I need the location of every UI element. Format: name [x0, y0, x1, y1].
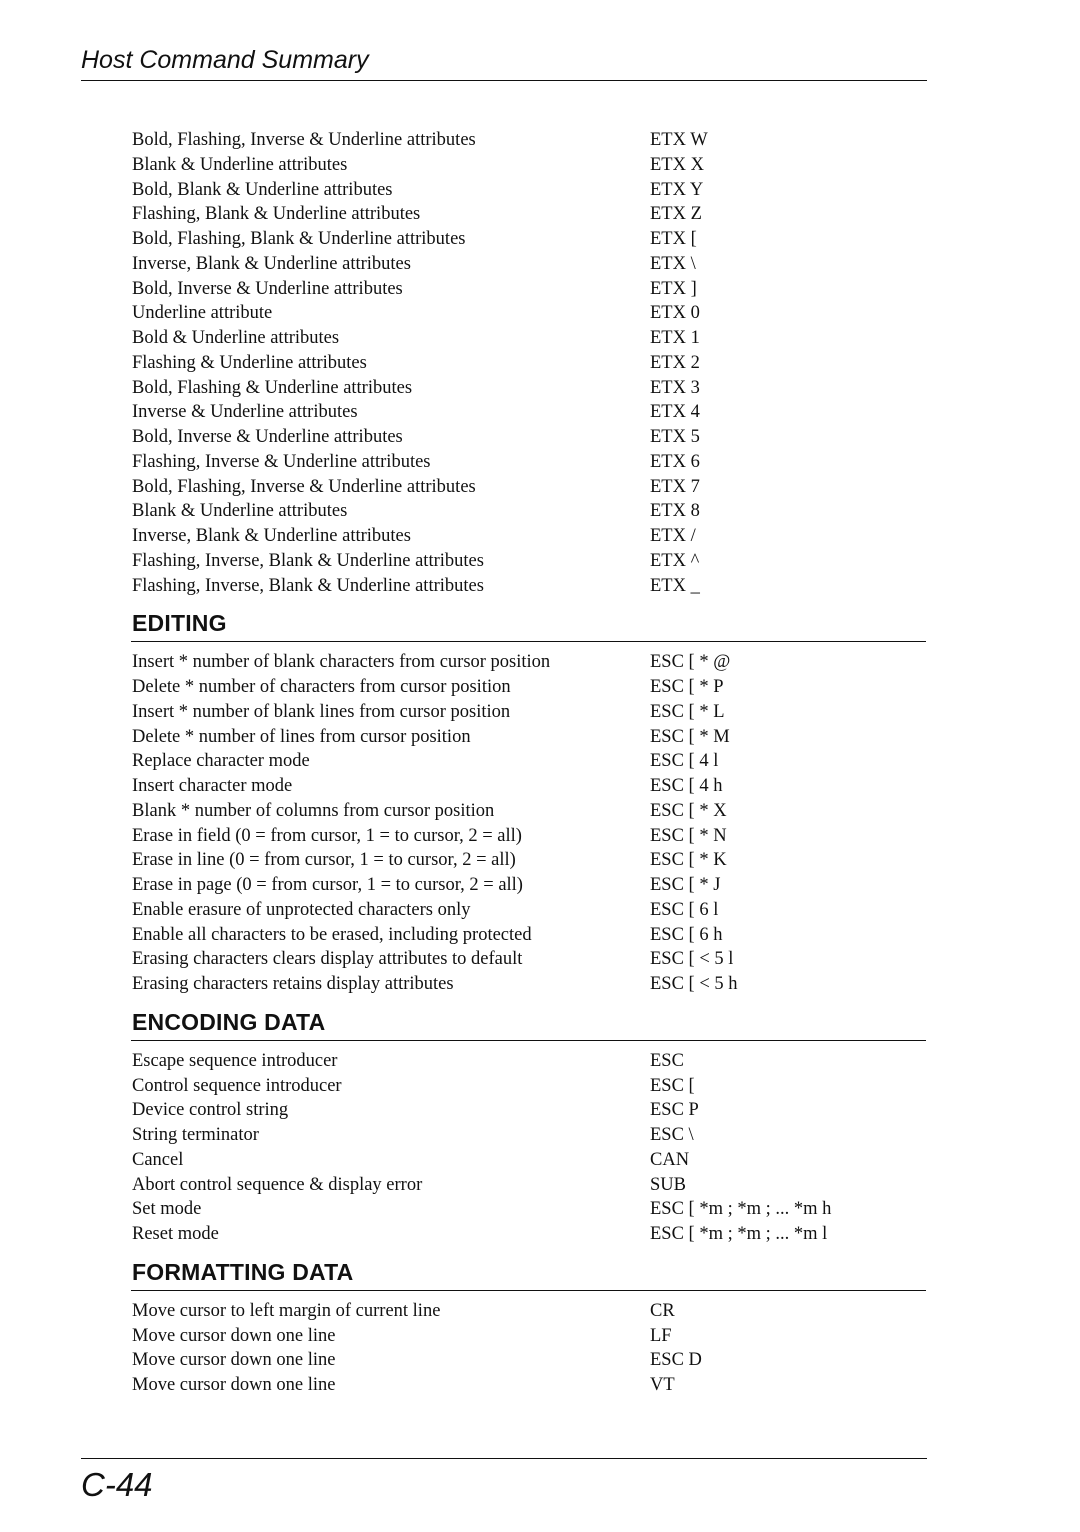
command-description: Bold & Underline attributes — [132, 328, 340, 348]
command-code: ETX 5 — [650, 427, 700, 447]
command-row — [132, 475, 927, 500]
editing-section — [132, 598, 927, 997]
command-description: Blank * number of columns from cursor position — [132, 800, 495, 821]
formatting-section — [132, 1247, 927, 1398]
encoding-list — [132, 1049, 927, 1247]
command-row — [132, 923, 927, 948]
command-code: ESC [ * M — [650, 726, 730, 747]
command-code: ESC \ — [650, 1125, 694, 1145]
command-code: ESC [ * P — [650, 677, 724, 697]
command-description: Move cursor down one line — [132, 1375, 336, 1395]
command-description: Inverse, Blank & Underline attributes — [132, 253, 411, 274]
running-head-title: Host Command Summary — [81, 46, 369, 74]
command-description: Control sequence introducer — [132, 1075, 342, 1096]
command-row — [132, 202, 927, 227]
command-description: Replace character mode — [132, 751, 310, 772]
command-code: ESC [ 4 h — [650, 776, 723, 796]
command-code: ESC [ * X — [650, 800, 727, 821]
command-row — [132, 227, 927, 252]
command-row — [132, 725, 927, 750]
section-rule — [131, 1290, 926, 1291]
command-row — [132, 499, 927, 524]
command-row — [132, 873, 927, 898]
command-description: Move cursor down one line — [132, 1350, 336, 1371]
command-description: Reset mode — [132, 1224, 219, 1244]
command-code: ETX ] — [650, 278, 697, 299]
command-code: ESC [ * L — [650, 701, 725, 722]
command-row — [132, 425, 927, 450]
command-description: Bold, Inverse & Underline attributes — [132, 278, 403, 299]
command-row — [132, 351, 927, 376]
command-code: ETX X — [650, 154, 704, 175]
command-code: ETX / — [650, 526, 696, 546]
command-row — [132, 1049, 927, 1074]
command-code: ETX Z — [650, 204, 702, 225]
command-code: ETX W — [650, 130, 708, 150]
command-row — [132, 252, 927, 277]
command-description: Erase in field (0 = from cursor, 1 = to cursor, 2 = all) — [132, 825, 522, 846]
command-code: ETX 0 — [650, 303, 700, 324]
command-description: Enable all characters to be erased, including protected — [132, 924, 532, 945]
command-code: ETX 6 — [650, 451, 700, 472]
command-row — [132, 947, 927, 972]
command-row — [132, 898, 927, 923]
command-code: ESC [ — [650, 1075, 695, 1096]
command-code: ESC [ * J — [650, 875, 721, 895]
command-code: CR — [650, 1300, 675, 1321]
command-description: Flashing, Inverse & Underline attributes — [132, 451, 431, 472]
command-description: Delete * number of characters from cursor position — [132, 677, 511, 697]
command-code: ESC [ *m ; *m ; ... *m l — [650, 1224, 828, 1244]
command-row — [132, 824, 927, 849]
command-description: Insert character mode — [132, 776, 293, 796]
command-row — [132, 1299, 927, 1324]
command-description: Erase in line (0 = from cursor, 1 = to cursor, 2 = all) — [132, 850, 516, 871]
command-code: ETX 4 — [650, 402, 700, 423]
command-description: Insert * number of blank characters from cursor position — [132, 652, 551, 673]
command-description: Delete * number of lines from cursor position — [132, 726, 471, 747]
command-code: ESC [ * N — [650, 825, 727, 846]
command-code: ESC [ * K — [650, 850, 727, 871]
command-description: Flashing & Underline attributes — [132, 352, 367, 373]
command-code: ESC — [650, 1050, 684, 1071]
command-row — [132, 524, 927, 549]
command-row — [132, 128, 927, 153]
command-description: Erasing characters clears display attributes to default — [132, 949, 523, 970]
command-code: ETX Y — [650, 179, 704, 200]
command-row — [132, 1197, 927, 1222]
command-code: ESC [ < 5 h — [650, 974, 738, 994]
command-row — [132, 650, 927, 675]
formatting-list — [132, 1299, 927, 1398]
command-description: Bold, Inverse & Underline attributes — [132, 427, 403, 447]
command-code: CAN — [650, 1149, 690, 1170]
command-description: Erasing characters retains display attributes — [132, 974, 454, 994]
section-title-encoding-data: ENCODING DATA — [132, 1008, 326, 1035]
command-row — [132, 1373, 927, 1398]
command-row — [132, 450, 927, 475]
command-row — [132, 1074, 927, 1099]
command-description: String terminator — [132, 1125, 259, 1145]
command-code: ESC [ * @ — [650, 652, 731, 673]
command-row — [132, 178, 927, 203]
command-row — [132, 376, 927, 401]
footer-rule — [81, 1458, 927, 1459]
command-code: ESC P — [650, 1100, 699, 1121]
command-code: ETX _ — [650, 575, 700, 596]
command-description: Bold, Blank & Underline attributes — [132, 179, 393, 200]
command-row — [132, 1222, 927, 1247]
command-code: VT — [650, 1375, 675, 1395]
command-description: Move cursor down one line — [132, 1325, 336, 1346]
command-description: Flashing, Inverse, Blank & Underline attributes — [132, 575, 484, 596]
command-row — [132, 400, 927, 425]
command-row — [132, 153, 927, 178]
command-description: Underline attribute — [132, 303, 273, 324]
command-row — [132, 848, 927, 873]
encoding-section — [132, 997, 927, 1247]
command-summary — [132, 128, 927, 1398]
editing-list — [132, 650, 927, 997]
attributes-section — [132, 128, 927, 598]
command-row — [132, 1148, 927, 1173]
command-code: ETX 2 — [650, 352, 700, 373]
command-code: ETX 3 — [650, 377, 700, 398]
command-code: ESC [ 4 l — [650, 751, 719, 772]
section-title-editing: EDITING — [132, 610, 227, 637]
command-description: Blank & Underline attributes — [132, 154, 348, 175]
command-row — [132, 700, 927, 725]
section-rule — [131, 1040, 926, 1041]
command-description: Bold, Flashing, Blank & Underline attributes — [132, 229, 466, 249]
command-row — [132, 1348, 927, 1373]
command-code: ETX 8 — [650, 501, 700, 522]
command-row — [132, 1098, 927, 1123]
command-code: ETX 7 — [650, 476, 700, 497]
command-description: Move cursor to left margin of current line — [132, 1300, 441, 1321]
command-description: Set mode — [132, 1199, 202, 1220]
command-row — [132, 277, 927, 302]
command-description: Abort control sequence & display error — [132, 1174, 423, 1195]
command-description: Inverse & Underline attributes — [132, 402, 358, 423]
command-description: Bold, Flashing & Underline attributes — [132, 377, 413, 398]
command-code: ESC [ 6 h — [650, 924, 723, 945]
command-code: ETX ^ — [650, 550, 700, 571]
command-row — [132, 549, 927, 574]
command-code: SUB — [650, 1174, 686, 1195]
command-code: ETX [ — [650, 229, 697, 249]
command-row — [132, 574, 927, 599]
command-row — [132, 326, 927, 351]
page-number: C-44 — [81, 1466, 153, 1503]
command-description: Blank & Underline attributes — [132, 501, 348, 522]
command-description: Flashing, Blank & Underline attributes — [132, 204, 421, 225]
command-row — [132, 1123, 927, 1148]
section-rule — [131, 641, 926, 642]
command-description: Inverse, Blank & Underline attributes — [132, 526, 411, 546]
command-description: Insert * number of blank lines from cursor position — [132, 701, 511, 722]
attributes-list — [132, 128, 927, 598]
command-code: ETX 1 — [650, 328, 700, 348]
command-code: ESC [ 6 l — [650, 899, 719, 920]
command-row — [132, 972, 927, 997]
command-code: LF — [650, 1325, 672, 1346]
command-row — [132, 749, 927, 774]
section-title-formatting-data: FORMATTING DATA — [132, 1258, 354, 1285]
command-code: ETX \ — [650, 253, 696, 274]
command-description: Bold, Flashing, Inverse & Underline attributes — [132, 476, 476, 497]
command-row — [132, 1173, 927, 1198]
command-row — [132, 1324, 927, 1349]
command-description: Bold, Flashing, Inverse & Underline attributes — [132, 130, 476, 150]
command-row — [132, 675, 927, 700]
command-code: ESC [ < 5 l — [650, 949, 734, 970]
command-description: Device control string — [132, 1100, 289, 1121]
command-description: Escape sequence introducer — [132, 1050, 338, 1071]
command-description: Cancel — [132, 1149, 184, 1170]
command-code: ESC [ *m ; *m ; ... *m h — [650, 1199, 832, 1220]
command-description: Flashing, Inverse, Blank & Underline attributes — [132, 550, 484, 571]
command-row — [132, 799, 927, 824]
command-row — [132, 774, 927, 799]
command-description: Erase in page (0 = from cursor, 1 = to cursor, 2 = all) — [132, 875, 523, 895]
command-row — [132, 301, 927, 326]
header-rule — [81, 80, 927, 81]
command-description: Enable erasure of unprotected characters only — [132, 899, 471, 920]
command-code: ESC D — [650, 1350, 702, 1371]
